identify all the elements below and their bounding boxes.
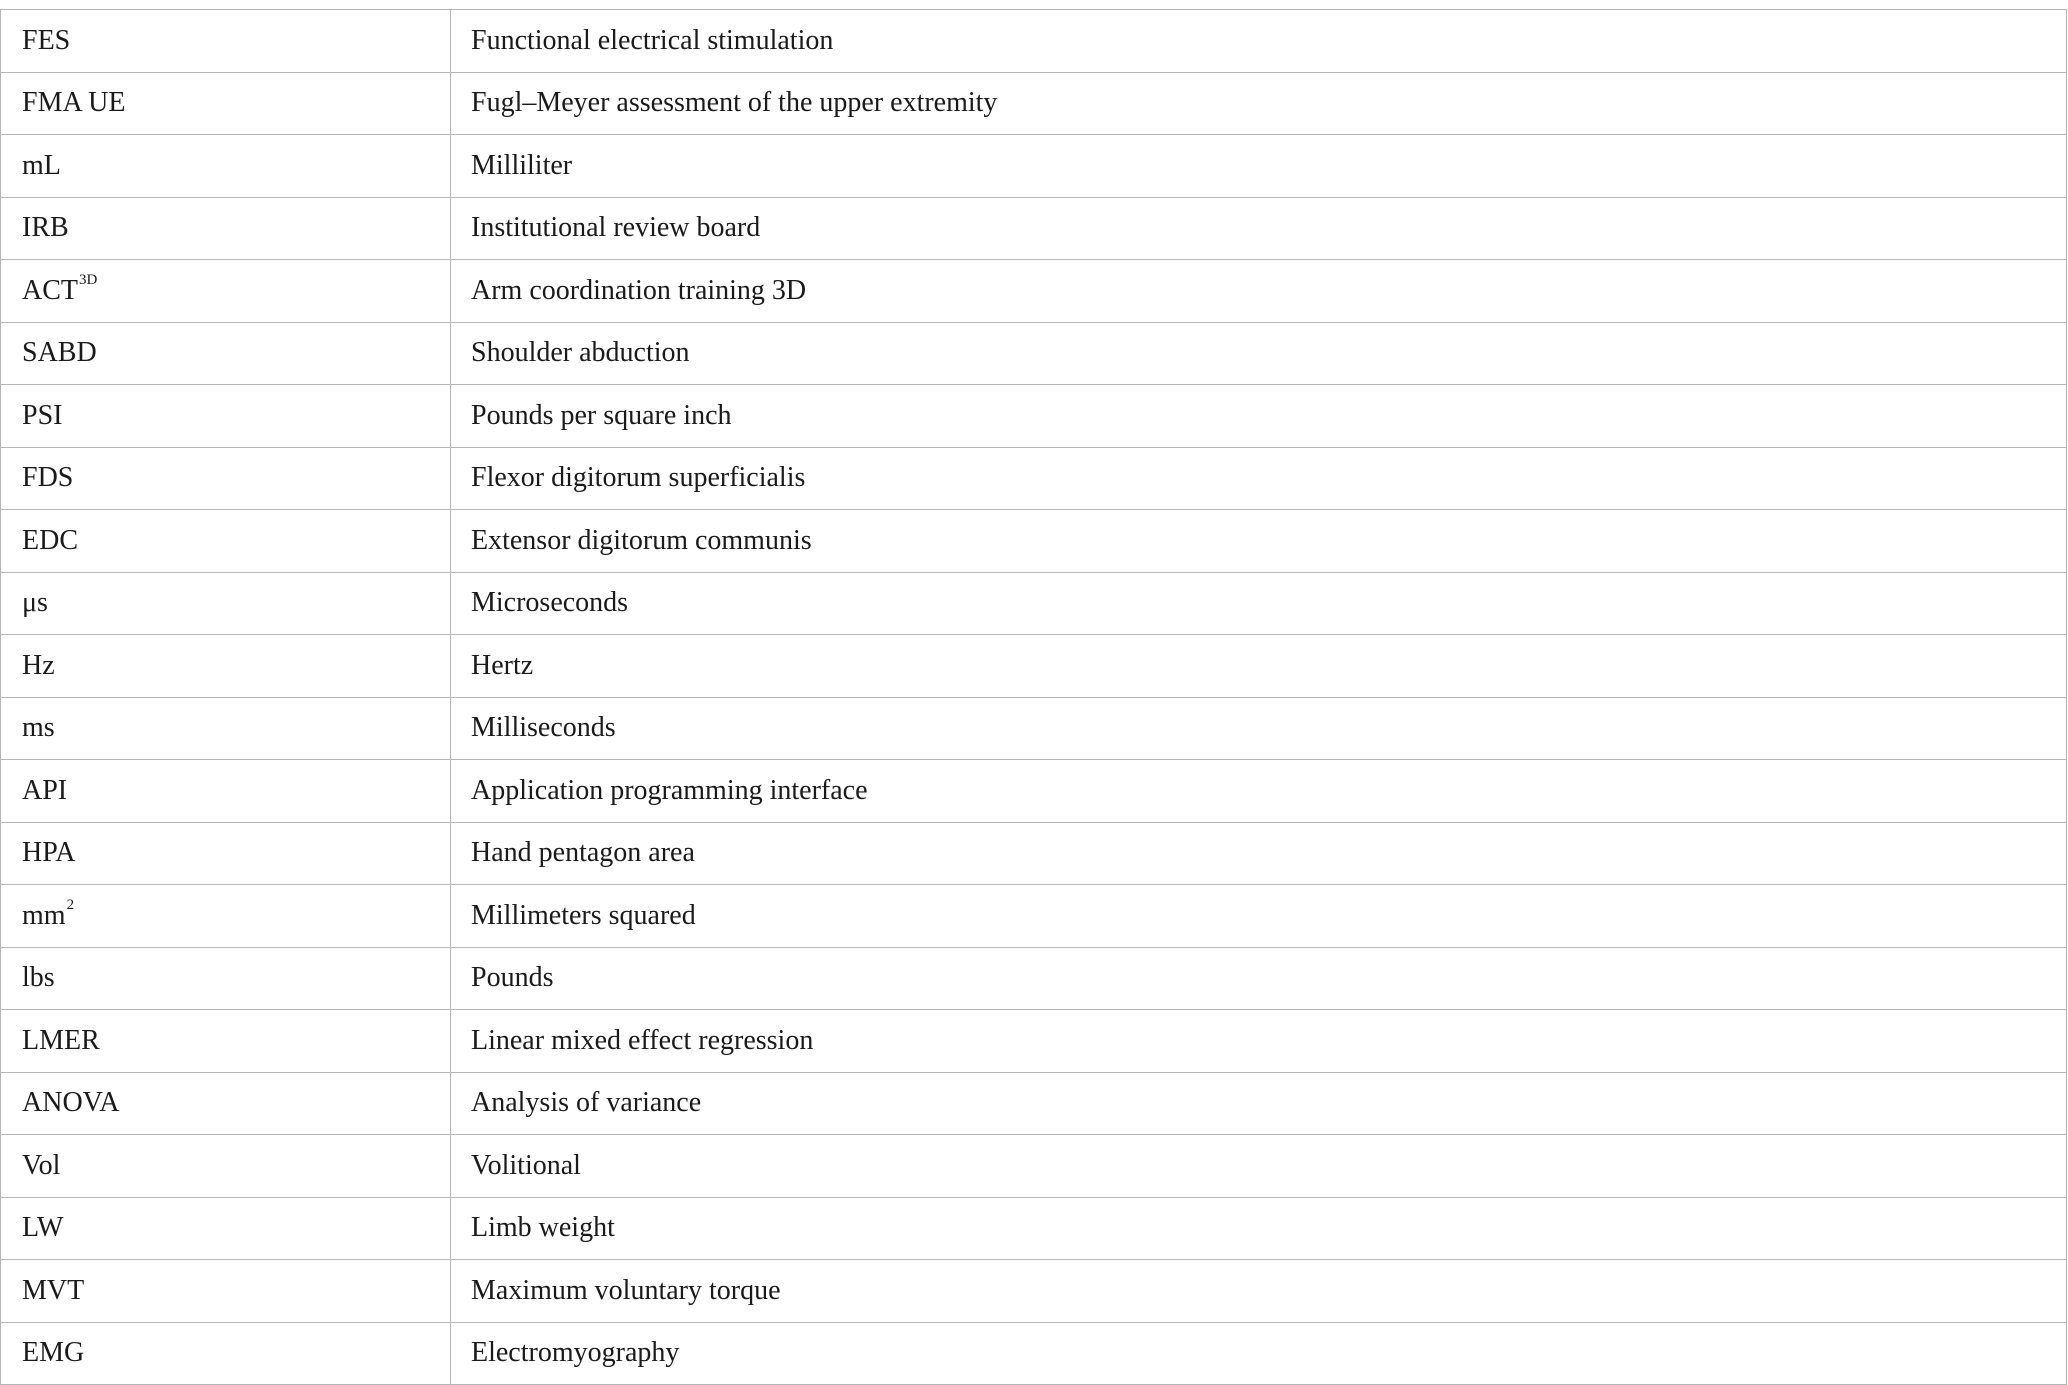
definition-cell: Electromyography — [451, 1322, 2067, 1385]
abbreviation-text: mL — [22, 149, 61, 181]
abbreviation-cell — [1, 260, 451, 323]
abbreviation-text: FES — [22, 24, 71, 56]
abbreviation-superscript: 3D — [79, 271, 98, 288]
abbreviation-cell — [1, 697, 451, 760]
definition-cell: Institutional review board — [451, 197, 2067, 260]
abbreviation-cell — [1, 135, 451, 198]
abbreviation-cell — [1, 510, 451, 573]
abbreviation-text: PSI — [22, 399, 63, 431]
definition-cell: Microseconds — [451, 572, 2067, 635]
abbreviation-text: ANOVA — [22, 1087, 120, 1119]
abbreviation-text: Vol — [22, 1149, 61, 1181]
definition-cell: Extensor digitorum communis — [451, 510, 2067, 573]
definition-cell: Pounds per square inch — [451, 385, 2067, 448]
abbreviation-text: MVT — [22, 1274, 85, 1306]
definition-cell: Maximum voluntary torque — [451, 1260, 2067, 1323]
definition-cell: Volitional — [451, 1135, 2067, 1198]
abbreviation-cell — [1, 1197, 451, 1260]
table-row — [1, 447, 2067, 510]
definition-cell: Hand pentagon area — [451, 822, 2067, 885]
table-row — [1, 822, 2067, 885]
table-row — [1, 135, 2067, 198]
abbreviation-text: ACT — [22, 274, 78, 306]
table-row — [1, 72, 2067, 135]
abbreviation-cell — [1, 822, 451, 885]
abbreviation-cell — [1, 1322, 451, 1385]
abbreviation-cell — [1, 10, 451, 73]
definition-cell: Fugl–Meyer assessment of the upper extremity — [451, 72, 2067, 135]
abbreviation-text: IRB — [22, 212, 69, 244]
abbreviation-cell — [1, 635, 451, 698]
abbreviation-text: HPA — [22, 837, 76, 869]
table-row — [1, 510, 2067, 573]
abbreviation-cell — [1, 447, 451, 510]
abbreviation-cell — [1, 885, 451, 948]
abbreviation-cell — [1, 197, 451, 260]
table-row — [1, 1072, 2067, 1135]
abbreviation-cell — [1, 322, 451, 385]
abbreviation-text: μs — [22, 587, 48, 619]
definition-cell: Functional electrical stimulation — [451, 10, 2067, 73]
abbreviation-cell — [1, 760, 451, 823]
table-row — [1, 947, 2067, 1010]
abbreviation-text: EDC — [22, 524, 78, 556]
table-row — [1, 385, 2067, 448]
abbreviation-text: FMA UE — [22, 87, 126, 119]
abbreviations-table — [0, 9, 2067, 1385]
table-row — [1, 697, 2067, 760]
table-row — [1, 322, 2067, 385]
table-row — [1, 1322, 2067, 1385]
abbreviation-cell — [1, 1010, 451, 1073]
table-row — [1, 572, 2067, 635]
definition-cell: Linear mixed effect regression — [451, 1010, 2067, 1073]
abbreviation-cell — [1, 1135, 451, 1198]
table-row — [1, 1135, 2067, 1198]
definition-cell: Hertz — [451, 635, 2067, 698]
table-row — [1, 10, 2067, 73]
abbreviation-cell — [1, 1072, 451, 1135]
table-row — [1, 1260, 2067, 1323]
abbreviations-table-body — [1, 10, 2067, 1385]
abbreviation-text: ms — [22, 712, 55, 744]
abbreviation-text: SABD — [22, 337, 97, 369]
definition-cell: Millimeters squared — [451, 885, 2067, 948]
abbreviation-text: Hz — [22, 649, 55, 681]
abbreviation-text: LMER — [22, 1024, 100, 1056]
abbreviation-text: mm — [22, 899, 66, 931]
abbreviation-text: FDS — [22, 462, 74, 494]
definition-cell: Flexor digitorum superficialis — [451, 447, 2067, 510]
table-row — [1, 760, 2067, 823]
definition-cell: Shoulder abduction — [451, 322, 2067, 385]
abbreviation-text: EMG — [22, 1337, 85, 1369]
table-row — [1, 197, 2067, 260]
abbreviation-text: LW — [22, 1212, 64, 1244]
table-row — [1, 1010, 2067, 1073]
definition-cell: Milliliter — [451, 135, 2067, 198]
definition-cell: Milliseconds — [451, 697, 2067, 760]
abbreviation-text: API — [22, 774, 68, 806]
abbreviation-cell — [1, 572, 451, 635]
abbreviation-cell — [1, 385, 451, 448]
abbreviation-cell — [1, 72, 451, 135]
table-row — [1, 260, 2067, 323]
abbreviation-text: lbs — [22, 962, 55, 994]
definition-cell: Pounds — [451, 947, 2067, 1010]
table-row — [1, 885, 2067, 948]
table-row — [1, 1197, 2067, 1260]
definition-cell: Arm coordination training 3D — [451, 260, 2067, 323]
abbreviation-cell — [1, 1260, 451, 1323]
definition-cell: Limb weight — [451, 1197, 2067, 1260]
table-row — [1, 635, 2067, 698]
abbreviation-superscript: 2 — [66, 896, 75, 913]
definition-cell: Application programming interface — [451, 760, 2067, 823]
definition-cell: Analysis of variance — [451, 1072, 2067, 1135]
abbreviation-cell — [1, 947, 451, 1010]
